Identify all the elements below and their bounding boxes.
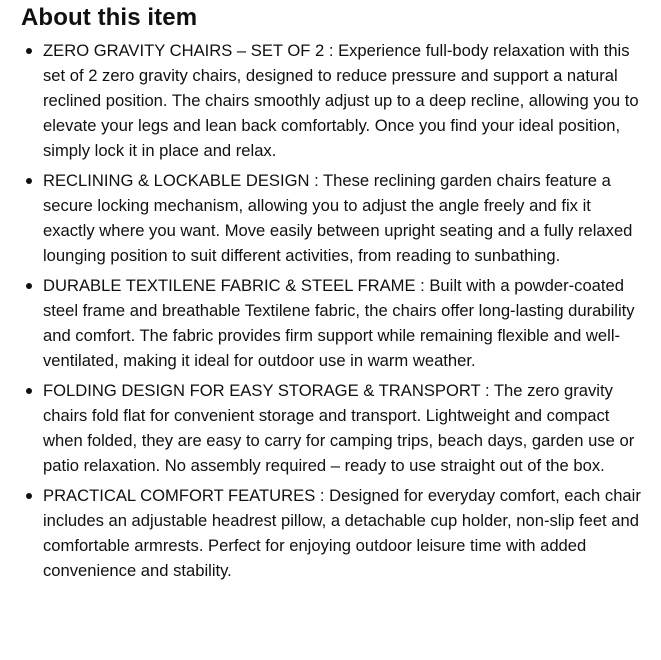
feature-bullet <box>21 273 641 373</box>
feature-bullet-text: RECLINING & LOCKABLE DESIGN : These reclining garden chairs feature a secure locking mechanism, allowing you to adjust the angle freely and fix it exactly where you want. Move easily between upright seating and a fully relaxed lounging position to suit different activities, from reading to sunbathing. <box>43 171 633 265</box>
feature-bullet <box>21 168 641 268</box>
feature-bullet-text: FOLDING DESIGN FOR EASY STORAGE & TRANSPORT : The zero gravity chairs fold flat for convenient storage and transport. Lightweight and compact when folded, they are easy to carry for camping trips, beach days, garden use or patio relaxation. No assembly required – ready to use straight out of the box. <box>43 381 635 475</box>
feature-bullet-text: DURABLE TEXTILENE FABRIC & STEEL FRAME : Built with a powder-coated steel frame and breathable Textilene fabric, the chairs offer long-lasting durability and comfort. The fabric provides firm support while remaining flexible and well-ventilated, making it ideal for outdoor use in warm weather. <box>43 276 635 370</box>
feature-bullet <box>21 483 641 583</box>
bullet-dot-icon <box>26 493 32 499</box>
feature-bullet <box>21 378 641 478</box>
bullet-dot-icon <box>26 283 32 289</box>
bullet-dot-icon <box>26 388 32 394</box>
bullet-dot-icon <box>26 178 32 184</box>
feature-bullet-text: ZERO GRAVITY CHAIRS – SET OF 2 : Experience full-body relaxation with this set of 2 zero gravity chairs, designed to reduce pressure and support a natural reclined position. The chairs smoothly adjust up to a deep recline, allowing you to elevate your legs and lean back comfortably. Once you find your ideal position, simply lock it in place and relax. <box>43 41 639 160</box>
feature-bullet <box>21 38 641 163</box>
feature-bullet-text: PRACTICAL COMFORT FEATURES : Designed for everyday comfort, each chair includes an adjustable headrest pillow, a detachable cup holder, non-slip feet and comfortable armrests. Perfect for enjoying outdoor leisure time with added convenience and stability. <box>43 486 641 580</box>
feature-bullet-list <box>21 38 641 583</box>
bullet-dot-icon <box>26 48 32 54</box>
section-title: About this item <box>21 4 198 31</box>
